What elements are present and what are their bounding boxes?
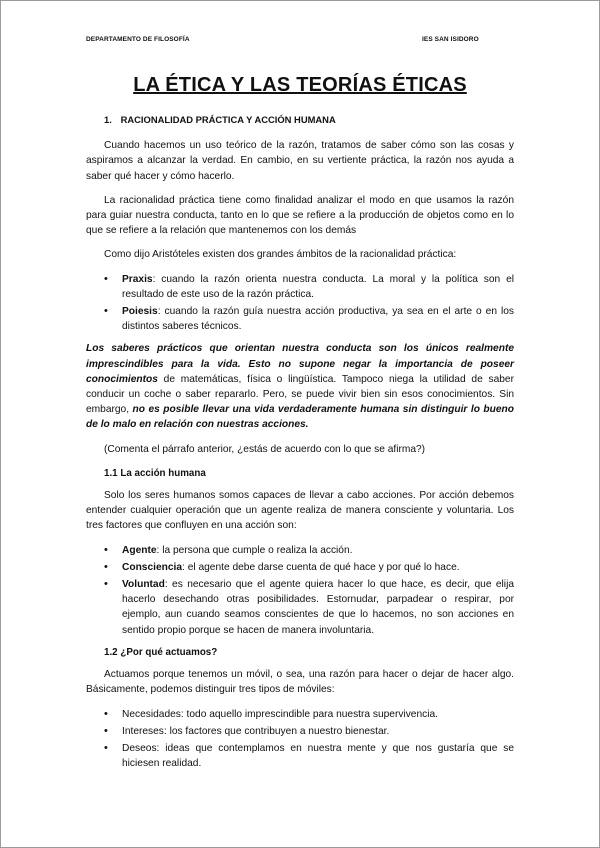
list-term: Praxis <box>122 273 153 285</box>
list-item <box>122 543 514 558</box>
paragraph: Actuamos porque tenemos un móvil, o sea, una razón para hacer o dejar de hacer algo. Básicamente, podemos distinguir tres tipos de móviles: <box>86 669 514 696</box>
section-1-2-heading: 1.2 ¿Por qué actuamos? <box>104 646 218 658</box>
list-item: • Necesidades: todo aquello imprescindible para nuestra supervivencia. <box>122 707 514 722</box>
paragraph: Solo los seres humanos somos capaces de llevar a cabo acciones. Por acción debemos entender cualquier operación que un agente realiza de manera consciente y voluntaria. Los tres factores que confluyen en una acción son: <box>86 490 514 532</box>
list-term: Consciencia <box>122 561 183 573</box>
list-text: : cuando la razón guía nuestra acción productiva, ya sea en el arte o en los distintos saberes técnicos. <box>122 306 514 333</box>
page-header <box>86 36 508 43</box>
header-school: IES SAN ISIDORO <box>422 36 479 43</box>
action-factors-list <box>86 543 514 638</box>
list-text: : el agente debe darse cuenta de qué hace y por qué lo hace. <box>182 561 460 573</box>
list-term: Poiesis <box>122 306 158 318</box>
comment-prompt: (Comenta el párrafo anterior, ¿estás de acuerdo con lo que se afirma?) <box>104 443 426 455</box>
emphasis-term: conocimientos <box>86 373 158 385</box>
list-term: Voluntad <box>122 579 165 591</box>
header-department: DEPARTAMENTO DE FILOSOFÍA <box>86 36 190 43</box>
section-1-title: RACIONALIDAD PRÁCTICA Y ACCIÓN HUMANA <box>120 114 336 125</box>
list-item <box>122 304 514 334</box>
list-item <box>122 577 514 638</box>
list-item: • Intereses: los factores que contribuyen a nuestro bienestar. <box>122 724 514 739</box>
emphasis-text: no es posible llevar una vida verdaderamente humana sin distinguir lo bueno de lo malo en relación con nuestras acciones. <box>86 404 514 431</box>
section-1-heading <box>104 112 514 127</box>
paragraph: Como dijo Aristóteles existen dos grandes ámbitos de la racionalidad práctica: <box>104 249 457 261</box>
list-item <box>122 272 514 302</box>
section-1-number: 1. <box>104 114 112 125</box>
document-body <box>86 112 514 778</box>
list-text: : es necesario que el agente quiera hacer lo que hace, es decir, que elija hacerlo desechando otras posibilidades. Estornudar, parpadear o respirar, por ejemplo, aun cuando seamos conscientes de que lo hacemos, no son acciones en sentido propio porque se hacen de manera involuntaria. <box>122 579 514 636</box>
praxis-poiesis-list <box>86 272 514 335</box>
list-item <box>122 560 514 575</box>
list-text: : la persona que cumple o realiza la acción. <box>156 544 353 556</box>
list-term: Agente <box>122 544 157 556</box>
motives-list <box>86 707 514 772</box>
emphasis-paragraph <box>86 341 514 432</box>
section-1-1-heading: 1.1 La acción humana <box>104 467 206 479</box>
list-text: : cuando la razón orienta nuestra conducta. La moral y la política son el resultado de este uso de la razón práctica. <box>122 273 514 300</box>
list-item: • Deseos: ideas que contemplamos en nuestra mente y que nos gustaría que se hiciesen realidad. <box>122 741 514 771</box>
emphasis-text: Los saberes prácticos que orientan nuestra conducta son los únicos realmente imprescindibles para la vida. Esto no supone negar la importancia de poseer <box>86 343 514 370</box>
paragraph: Cuando hacemos un uso teórico de la razón, tratamos de saber cómo son las cosas y aspiramos a alcanzar la verdad. En cambio, en su vertiente práctica, la razón nos ayuda a saber qué hacer y cómo hacerlo. <box>86 140 514 182</box>
page-title: LA ÉTICA Y LAS TEORÍAS ÉTICAS <box>133 74 467 96</box>
paragraph-text: de matemáticas, física o lingüística. Tampoco niega la utilidad de saber conducir un coche o saber repararlo. Pero, se puede vivir bien sin esos conocimientos. Sin embargo, <box>86 373 514 416</box>
paragraph: La racionalidad práctica tiene como finalidad analizar el modo en que usamos la razón para guiar nuestra conducta, tanto en lo que se refiere a la producción de objetos como en lo que se refiere a la relación que mantenemos con los demás <box>86 194 514 237</box>
